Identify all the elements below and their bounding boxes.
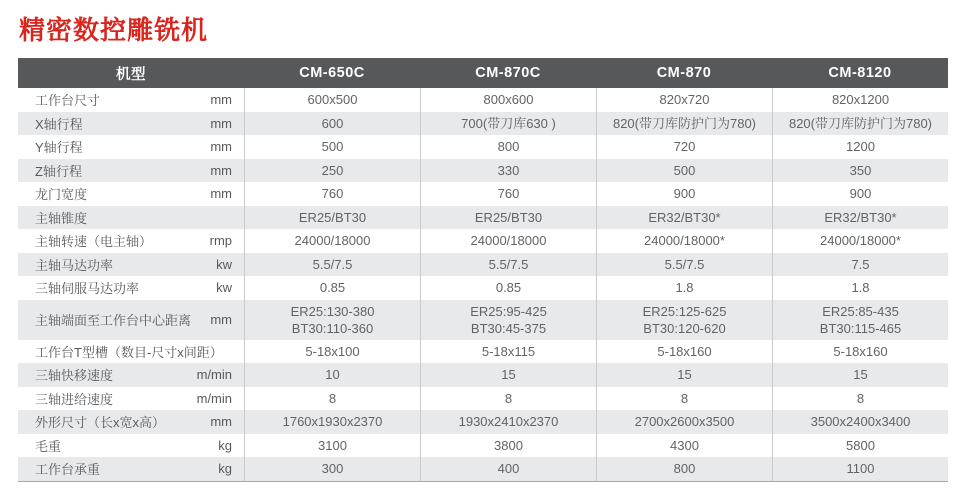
spec-value-line: 250 bbox=[321, 162, 344, 178]
spec-value-cell bbox=[596, 340, 772, 364]
spec-unit: mm bbox=[210, 139, 232, 155]
spec-value-line: 820x720 bbox=[659, 92, 710, 108]
spec-value-line: 1930x2410x2370 bbox=[458, 414, 559, 430]
spec-unit: kg bbox=[218, 461, 232, 477]
spec-value-cell bbox=[596, 253, 772, 277]
spec-value-cell bbox=[596, 300, 772, 340]
spec-value-line: 24000/18000* bbox=[644, 233, 725, 249]
spec-value-line: 8 bbox=[856, 390, 865, 406]
spec-value-line: 3100 bbox=[318, 437, 347, 453]
spec-value-cell bbox=[420, 363, 596, 387]
spec-unit: mm bbox=[210, 92, 232, 108]
page-title: 精密数控雕铣机 bbox=[19, 15, 209, 45]
spec-label-cell bbox=[18, 340, 244, 364]
spec-value-cell bbox=[420, 229, 596, 253]
spec-value-line: 1760x1930x2370 bbox=[282, 414, 383, 430]
spec-label: 三轴快移速度 bbox=[35, 368, 114, 384]
spec-unit: m/min bbox=[196, 367, 232, 383]
spec-value-cell bbox=[596, 363, 772, 387]
spec-label-cell bbox=[18, 276, 244, 300]
spec-value-line: 400 bbox=[497, 461, 520, 477]
spec-value-line: 8 bbox=[680, 390, 689, 406]
spec-unit: m/min bbox=[196, 390, 232, 406]
spec-value-cell bbox=[772, 182, 948, 206]
spec-value-line: 1.8 bbox=[851, 280, 870, 296]
spec-value-cell bbox=[772, 229, 948, 253]
spec-value-line: 700(带刀库630 ) bbox=[461, 115, 556, 131]
spec-label-cell bbox=[18, 410, 244, 434]
spec-value-line: ER25/BT30 bbox=[474, 209, 543, 225]
spec-value-cell bbox=[596, 159, 772, 183]
spec-value-line: 3800 bbox=[494, 437, 523, 453]
spec-value-line: ER25:95-425 bbox=[470, 303, 547, 319]
spec-value-cell bbox=[244, 387, 420, 411]
spec-value-line: 0.85 bbox=[319, 280, 346, 296]
spec-label: 三轴进给速度 bbox=[35, 391, 114, 407]
spec-value-cell bbox=[772, 276, 948, 300]
spec-value-line: 5-18x160 bbox=[833, 343, 888, 359]
spec-value-line: BT30:110-360 bbox=[291, 320, 374, 336]
spec-value-cell bbox=[596, 182, 772, 206]
spec-label-cell bbox=[18, 159, 244, 183]
spec-value-line: 2700x2600x3500 bbox=[634, 414, 735, 430]
spec-value-cell bbox=[772, 88, 948, 112]
spec-label: 外形尺寸（长x宽x高） bbox=[35, 415, 166, 431]
spec-value-line: 350 bbox=[849, 162, 872, 178]
spec-value-line: ER25:85-435 bbox=[822, 303, 899, 319]
spec-value-cell bbox=[244, 457, 420, 481]
spec-value-line: 3500x2400x3400 bbox=[810, 414, 911, 430]
spec-value-cell bbox=[420, 434, 596, 458]
spec-value-line: 800 bbox=[673, 461, 696, 477]
spec-label-cell bbox=[18, 135, 244, 159]
spec-unit: kw bbox=[216, 280, 232, 296]
spec-value-cell bbox=[420, 135, 596, 159]
spec-value-line: 24000/18000 bbox=[470, 233, 547, 249]
spec-value-line: ER25/BT30 bbox=[298, 209, 367, 225]
spec-table bbox=[18, 58, 948, 482]
table-row bbox=[18, 410, 948, 434]
spec-label: 工作台承重 bbox=[35, 462, 101, 478]
spec-value-cell bbox=[244, 434, 420, 458]
spec-value-cell bbox=[244, 182, 420, 206]
table-row bbox=[18, 229, 948, 253]
table-row bbox=[18, 276, 948, 300]
spec-value-line: ER25:130-380 bbox=[290, 303, 375, 319]
spec-value-cell bbox=[244, 300, 420, 340]
spec-value-line: 4300 bbox=[670, 437, 699, 453]
spec-value-line: ER25:125-625 bbox=[642, 303, 727, 319]
spec-value-line: 5.5/7.5 bbox=[664, 256, 705, 272]
spec-value-cell bbox=[420, 410, 596, 434]
spec-table-header bbox=[18, 58, 948, 88]
spec-value-cell bbox=[772, 159, 948, 183]
spec-label-cell bbox=[18, 457, 244, 481]
header-model-cm870c: CM-870C bbox=[475, 65, 541, 81]
spec-label: 主轴转速（电主轴） bbox=[35, 234, 153, 250]
spec-value-cell bbox=[596, 229, 772, 253]
spec-value-cell bbox=[420, 182, 596, 206]
table-row bbox=[18, 363, 948, 387]
spec-value-cell bbox=[420, 387, 596, 411]
spec-label-cell bbox=[18, 363, 244, 387]
spec-label-cell bbox=[18, 300, 244, 340]
spec-value-line: 0.85 bbox=[495, 280, 522, 296]
spec-value-line: 900 bbox=[849, 186, 872, 202]
spec-value-cell bbox=[596, 88, 772, 112]
spec-value-cell bbox=[244, 135, 420, 159]
spec-value-line: 24000/18000* bbox=[820, 233, 901, 249]
spec-value-cell bbox=[244, 206, 420, 230]
spec-value-cell bbox=[772, 300, 948, 340]
table-row bbox=[18, 159, 948, 183]
spec-table-body bbox=[18, 88, 948, 481]
spec-label: 主轴马达功率 bbox=[35, 257, 114, 273]
spec-value-line: 5800 bbox=[846, 437, 875, 453]
table-row bbox=[18, 387, 948, 411]
table-row bbox=[18, 135, 948, 159]
spec-value-line: 800x600 bbox=[483, 92, 534, 108]
spec-value-line: 500 bbox=[673, 162, 696, 178]
spec-label: Y轴行程 bbox=[35, 140, 83, 156]
spec-value-cell bbox=[772, 206, 948, 230]
spec-value-cell bbox=[244, 112, 420, 136]
spec-value-line: 500 bbox=[321, 139, 344, 155]
spec-value-cell bbox=[420, 159, 596, 183]
spec-unit: mm bbox=[210, 162, 232, 178]
spec-value-line: 5.5/7.5 bbox=[312, 256, 353, 272]
spec-value-line: 7.5 bbox=[851, 256, 870, 272]
spec-label-cell bbox=[18, 253, 244, 277]
spec-value-line: 1.8 bbox=[675, 280, 694, 296]
spec-value-line: 15 bbox=[853, 367, 868, 383]
table-row bbox=[18, 112, 948, 136]
table-row bbox=[18, 457, 948, 481]
spec-value-cell bbox=[596, 434, 772, 458]
spec-value-cell bbox=[420, 300, 596, 340]
spec-value-line: 600x500 bbox=[307, 92, 358, 108]
table-row bbox=[18, 434, 948, 458]
spec-value-line: BT30:115-465 bbox=[819, 320, 902, 336]
spec-value-cell bbox=[772, 253, 948, 277]
spec-value-line: 1200 bbox=[846, 139, 875, 155]
spec-label-cell bbox=[18, 387, 244, 411]
spec-value-line: BT30:45-375 bbox=[470, 320, 547, 336]
table-row bbox=[18, 300, 948, 340]
spec-value-cell bbox=[420, 457, 596, 481]
spec-value-cell bbox=[772, 340, 948, 364]
spec-value-line: 15 bbox=[501, 367, 516, 383]
spec-value-line: 800 bbox=[497, 139, 520, 155]
spec-unit: rmp bbox=[209, 233, 232, 249]
spec-value-cell bbox=[596, 276, 772, 300]
spec-value-line: 24000/18000 bbox=[294, 233, 371, 249]
spec-value-cell bbox=[772, 135, 948, 159]
spec-value-cell bbox=[420, 206, 596, 230]
spec-value-line: 820(带刀库防护门为780) bbox=[612, 115, 757, 131]
spec-label: 龙门宽度 bbox=[35, 187, 88, 203]
spec-label: 毛重 bbox=[35, 438, 62, 454]
spec-value-cell bbox=[244, 363, 420, 387]
spec-label: 主轴端面至工作台中心距离 bbox=[35, 313, 192, 328]
spec-unit: kg bbox=[218, 437, 232, 453]
spec-label-cell bbox=[18, 112, 244, 136]
spec-value-cell bbox=[596, 410, 772, 434]
spec-label: 工作台T型槽（数目-尺寸x间距） bbox=[35, 344, 223, 360]
spec-value-line: 5-18x100 bbox=[305, 343, 360, 359]
spec-value-line: ER32/BT30* bbox=[648, 209, 721, 225]
spec-value-line: 8 bbox=[504, 390, 513, 406]
spec-value-line: 1100 bbox=[846, 461, 875, 477]
spec-value-cell bbox=[244, 159, 420, 183]
spec-unit: mm bbox=[210, 312, 232, 327]
spec-value-line: 5-18x160 bbox=[657, 343, 712, 359]
table-row bbox=[18, 253, 948, 277]
spec-value-line: 10 bbox=[325, 367, 340, 383]
spec-value-cell bbox=[244, 229, 420, 253]
spec-value-cell bbox=[420, 88, 596, 112]
header-model-label: 机型 bbox=[116, 66, 146, 83]
spec-value-line: 900 bbox=[673, 186, 696, 202]
spec-value-line: 15 bbox=[677, 367, 692, 383]
header-model-cm650c: CM-650C bbox=[299, 65, 365, 81]
spec-value-cell bbox=[244, 88, 420, 112]
spec-value-cell bbox=[596, 112, 772, 136]
spec-label-cell bbox=[18, 229, 244, 253]
spec-value-line: 600 bbox=[321, 115, 344, 131]
spec-value-line: 8 bbox=[328, 390, 337, 406]
spec-value-cell bbox=[420, 276, 596, 300]
spec-value-cell bbox=[420, 253, 596, 277]
spec-value-line: 5-18x115 bbox=[481, 343, 536, 359]
spec-value-line: 720 bbox=[673, 139, 696, 155]
spec-value-line: 5.5/7.5 bbox=[488, 256, 529, 272]
spec-value-line: 820x1200 bbox=[831, 92, 890, 108]
spec-value-line: 760 bbox=[321, 186, 344, 202]
spec-value-cell bbox=[596, 135, 772, 159]
table-row bbox=[18, 206, 948, 230]
spec-unit: mm bbox=[210, 186, 232, 202]
spec-label-cell bbox=[18, 88, 244, 112]
spec-label: Z轴行程 bbox=[35, 163, 82, 179]
spec-label-cell bbox=[18, 434, 244, 458]
spec-value-line: 820(带刀库防护门为780) bbox=[788, 115, 933, 131]
spec-value-cell bbox=[244, 276, 420, 300]
spec-value-cell bbox=[772, 434, 948, 458]
spec-label: 三轴伺服马达功率 bbox=[35, 281, 140, 297]
spec-value-cell bbox=[244, 410, 420, 434]
spec-value-line: 300 bbox=[321, 461, 344, 477]
table-row bbox=[18, 88, 948, 112]
spec-value-cell bbox=[596, 387, 772, 411]
spec-value-cell bbox=[772, 457, 948, 481]
spec-value-cell bbox=[596, 206, 772, 230]
spec-value-cell bbox=[244, 253, 420, 277]
spec-value-cell bbox=[772, 387, 948, 411]
header-model-cm8120: CM-8120 bbox=[828, 65, 892, 81]
spec-value-line: 760 bbox=[497, 186, 520, 202]
spec-value-cell bbox=[420, 340, 596, 364]
spec-value-line: ER32/BT30* bbox=[824, 209, 897, 225]
spec-label: X轴行程 bbox=[35, 116, 83, 132]
spec-value-cell bbox=[772, 410, 948, 434]
spec-unit: mm bbox=[210, 414, 232, 430]
spec-unit: mm bbox=[210, 115, 232, 131]
spec-value-cell bbox=[420, 112, 596, 136]
spec-unit: kw bbox=[216, 256, 232, 272]
spec-value-line: BT30:120-620 bbox=[643, 320, 726, 336]
spec-label-cell bbox=[18, 206, 244, 230]
table-row bbox=[18, 182, 948, 206]
spec-value-cell bbox=[244, 340, 420, 364]
spec-value-cell bbox=[596, 457, 772, 481]
spec-label: 工作台尺寸 bbox=[35, 93, 101, 109]
header-model-cm870: CM-870 bbox=[656, 65, 712, 81]
spec-value-line: 330 bbox=[497, 162, 520, 178]
spec-label-cell bbox=[18, 182, 244, 206]
spec-value-cell bbox=[772, 112, 948, 136]
spec-value-cell bbox=[772, 363, 948, 387]
spec-label: 主轴锥度 bbox=[35, 210, 88, 226]
table-row bbox=[18, 340, 948, 364]
